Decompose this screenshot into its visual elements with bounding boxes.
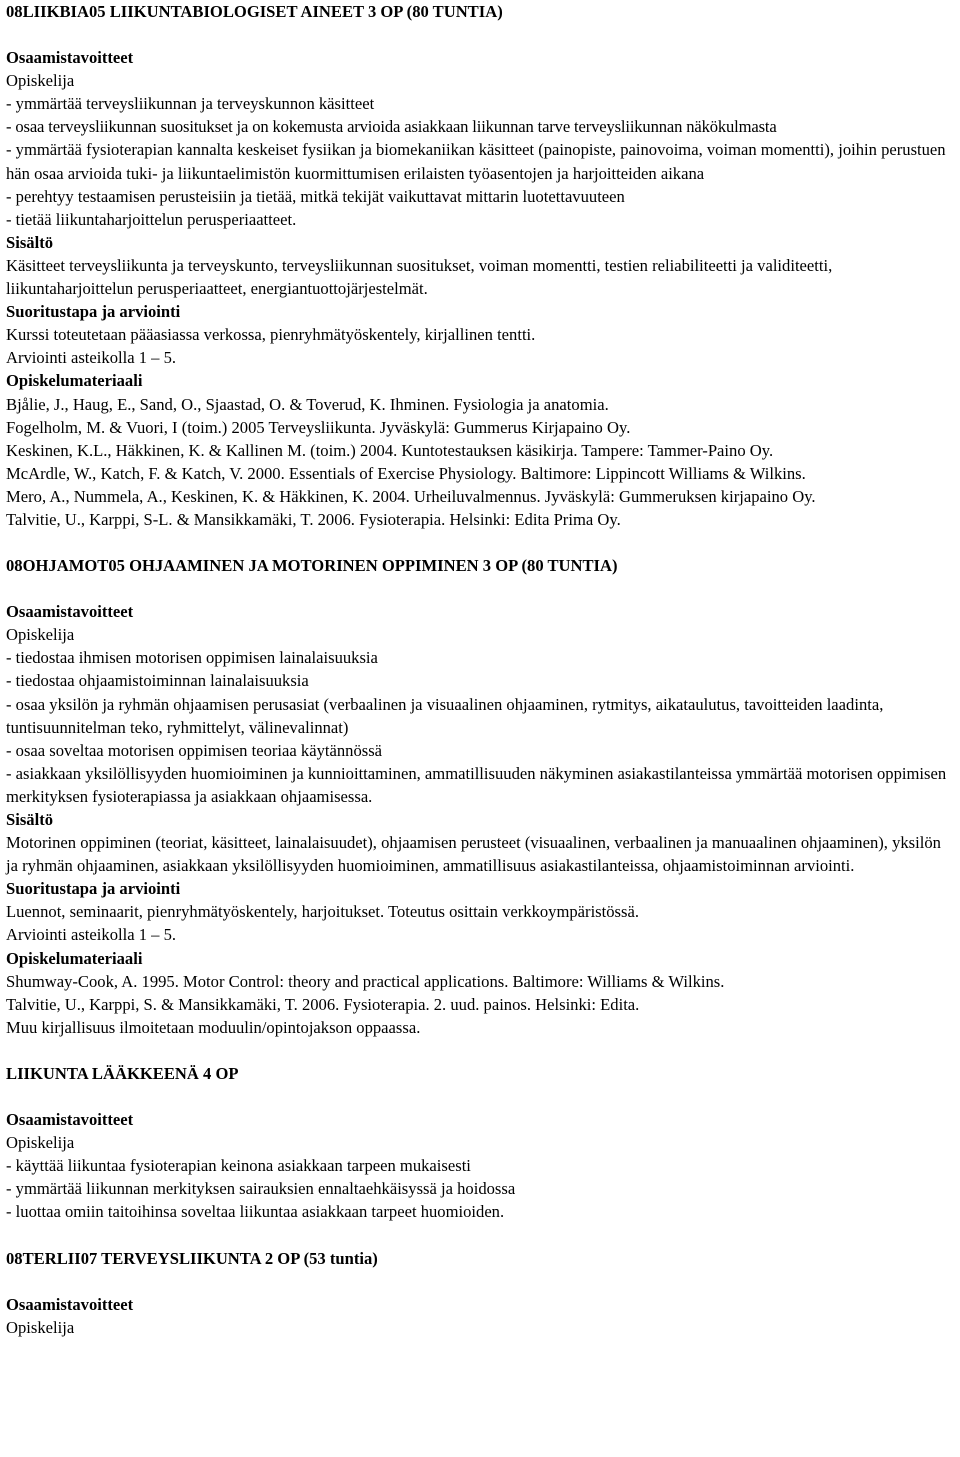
goal-item: - perehtyy testaamisen perusteisiin ja tietää, mitkä tekijät vaikuttavat mittarin luotettavuuteen bbox=[6, 186, 625, 206]
osaamistavoitteet-heading: Osaamistavoitteet bbox=[6, 1294, 134, 1314]
goal-item: - ymmärtää terveysliikunnan ja terveyskunnon käsitteet bbox=[6, 94, 375, 114]
osaamistavoitteet-heading: Osaamistavoitteet bbox=[6, 48, 134, 68]
goal-item: - luottaa omiin taitoihinsa soveltaa liikuntaa asiakkaan tarpeet huomioiden. bbox=[6, 1202, 505, 1222]
opiskelumateriaali-heading: Opiskelumateriaali bbox=[6, 948, 143, 968]
goal-item: - tiedostaa ohjaamistoiminnan lainalaisuuksia bbox=[6, 671, 309, 691]
reference-item: Keskinen, K.L., Häkkinen, K. & Kallinen M. (toim.) 2004. Kuntotestauksen käsikirja. Tampere: Tammer-Paino Oy. bbox=[6, 440, 774, 460]
suoritustapa-text: Kurssi toteutetaan pääasiassa verkossa, pienryhmätyöskentely, kirjallinen tentti. bbox=[6, 325, 536, 345]
opiskelija-label: Opiskelija bbox=[6, 625, 75, 645]
suoritustapa-heading: Suoritustapa ja arviointi bbox=[6, 302, 181, 322]
reference-item: Mero, A., Nummela, A., Keskinen, K. & Häkkinen, K. 2004. Urheiluvalmennus. Jyväskylä: Gummeruksen kirjapaino Oy. bbox=[6, 486, 816, 506]
reference-item: Muu kirjallisuus ilmoitetaan moduulin/opintojakson oppaassa. bbox=[6, 1017, 421, 1037]
course-liikunta-laakkeena bbox=[6, 1062, 954, 1224]
reference-item: Shumway-Cook, A. 1995. Motor Control: theory and practical applications. Baltimore: Williams & Wilkins. bbox=[6, 971, 725, 991]
goal-item: - osaa yksilön ja ryhmän ohjaamisen perusasiat (verbaalinen ja visuaalinen ohjaaminen, rytmitys, aikataulutus, tavoitteiden laadinta, tuntisuunnitelman teko, ryhmittelyt, välinevalinnat) bbox=[6, 694, 884, 737]
osaamistavoitteet-heading: Osaamistavoitteet bbox=[6, 602, 134, 622]
arviointi-text: Arviointi asteikolla 1 – 5. bbox=[6, 925, 177, 945]
osaamistavoitteet-heading: Osaamistavoitteet bbox=[6, 1110, 134, 1130]
suoritustapa-text: Luennot, seminaarit, pienryhmätyöskentely, harjoitukset. Toteutus osittain verkkoympäristössä. bbox=[6, 902, 639, 922]
opiskelija-label: Opiskelija bbox=[6, 1133, 75, 1153]
goal-item: - osaa soveltaa motorisen oppimisen teoriaa käytännössä bbox=[6, 740, 383, 760]
sisalto-heading: Sisältö bbox=[6, 810, 54, 829]
course-title: 08OHJAMOT05 OHJAAMINEN JA MOTORINEN OPPIMINEN 3 OP (80 TUNTIA) bbox=[6, 556, 618, 576]
course-title: LIIKUNTA LÄÄKKEENÄ 4 OP bbox=[6, 1063, 239, 1083]
goal-item: - käyttää liikuntaa fysioterapian keinona asiakkaan tarpeen mukaisesti bbox=[6, 1156, 471, 1176]
goal-item: - tietää liikuntaharjoittelun perusperiaatteet. bbox=[6, 209, 297, 229]
reference-item: McArdle, W., Katch, F. & Katch, V. 2000. Essentials of Exercise Physiology. Baltimore: Lippincott Williams & Wilkins. bbox=[6, 463, 806, 483]
opiskelija-label: Opiskelija bbox=[6, 71, 75, 91]
goal-item: - ymmärtää fysioterapian kannalta keskeiset fysiikan ja biomekaniikan käsitteet (painopiste, painovoima, voiman momentti), joihin perustuen hän osaa arvioida tuki- ja liikuntaelimistön kuormittumisen erilaisten työasentojen ja harjoitteiden aikana bbox=[6, 140, 946, 183]
reference-item: Bjålie, J., Haug, E., Sand, O., Sjaastad, O. & Toverud, K. Ihminen. Fysiologia ja anatomia. bbox=[6, 394, 609, 414]
goal-item: - osaa terveysliikunnan suositukset ja on kokemusta arvioida asiakkaan liikunnan tarve terveysliikunnan näkökulmasta bbox=[6, 117, 777, 137]
sisalto-text: Käsitteet terveysliikunta ja terveyskunto, terveysliikunnan suositukset, voiman momentti, testien reliabiliteetti ja validiteetti, liikuntaharjoittelun perusperiaatteet, energiantuottojärjestelmät. bbox=[6, 255, 833, 299]
sisalto-text: Motorinen oppiminen (teoriat, käsitteet, lainalaisuudet), ohjaamisen perusteet (visuaalinen, verbaalinen ja manuaalinen ohjaaminen), yksilön ja ryhmän ohjaaminen, asiakkaan yksilöllisyyden huomioiminen, ammatillisuus asiakastilanteissa, ohjaamistoiminnan arviointi. bbox=[6, 833, 941, 876]
course-ohjaaminen bbox=[6, 554, 954, 1039]
goal-item: - ymmärtää liikunnan merkityksen sairauksien ennaltaehkäisyssä ja hoidossa bbox=[6, 1179, 516, 1199]
goal-item: - tiedostaa ihmisen motorisen oppimisen lainalaisuuksia bbox=[6, 648, 378, 668]
course-title: 08TERLII07 TERVEYSLIIKUNTA 2 OP (53 tuntia) bbox=[6, 1248, 378, 1268]
opiskelumateriaali-heading: Opiskelumateriaali bbox=[6, 371, 143, 391]
course-liikuntabiologiset bbox=[6, 0, 954, 531]
opiskelija-label: Opiskelija bbox=[6, 1317, 75, 1337]
reference-item: Talvitie, U., Karppi, S-L. & Mansikkamäki, T. 2006. Fysioterapia. Helsinki: Edita Prima Oy. bbox=[6, 509, 621, 529]
course-terveysliikunta bbox=[6, 1247, 954, 1339]
reference-item: Fogelholm, M. & Vuori, I (toim.) 2005 Terveysliikunta. Jyväskylä: Gummerus Kirjapaino Oy. bbox=[6, 417, 631, 437]
reference-item: Talvitie, U., Karppi, S. & Mansikkamäki, T. 2006. Fysioterapia. 2. uud. painos. Helsinki: Edita. bbox=[6, 994, 640, 1014]
suoritustapa-heading: Suoritustapa ja arviointi bbox=[6, 879, 181, 899]
arviointi-text: Arviointi asteikolla 1 – 5. bbox=[6, 348, 177, 368]
goal-item: - asiakkaan yksilöllisyyden huomioiminen ja kunnioittaminen, ammatillisuuden näkyminen asiakastilanteissa ymmärtää motorisen oppimisen merkityksen fysioterapiassa ja asiakkaan ohjaamisessa. bbox=[6, 763, 947, 806]
sisalto-heading: Sisältö bbox=[6, 232, 54, 252]
course-title: 08LIIKBIA05 LIIKUNTABIOLOGISET AINEET 3 OP (80 TUNTIA) bbox=[6, 2, 503, 21]
